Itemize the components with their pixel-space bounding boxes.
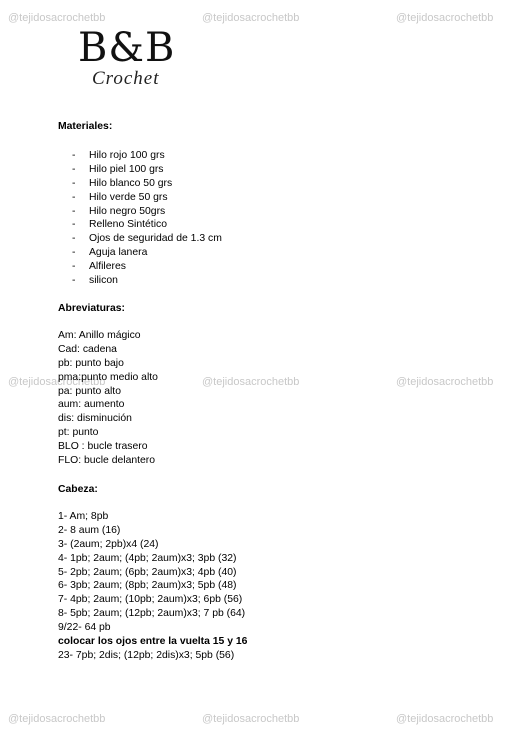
material-item-text: Ojos de seguridad de 1.3 cm xyxy=(89,233,222,245)
pattern-row: 9/22- 64 pb xyxy=(58,622,111,634)
brand-logo: B&B xyxy=(78,25,176,71)
list-item xyxy=(72,191,222,205)
pattern-row: 5- 2pb; 2aum; (6pb; 2aum)x3; 4pb (40) xyxy=(58,566,237,578)
abbreviations-heading: Abreviaturas: xyxy=(58,303,125,314)
abbreviation-item: aum: aumento xyxy=(58,399,125,411)
list-bullet: - xyxy=(72,261,76,273)
abbreviation-item: Am: Anillo mágico xyxy=(58,330,141,341)
watermark: @tejidosacrochetbb xyxy=(202,713,300,725)
list-bullet: - xyxy=(72,177,76,189)
list-bullet: - xyxy=(72,219,76,231)
abbreviation-item: FLO: bucle delantero xyxy=(58,455,156,467)
list-item xyxy=(72,205,222,219)
list-bullet: - xyxy=(72,150,76,161)
list-item xyxy=(72,218,222,232)
materials-heading: Materiales: xyxy=(58,121,113,132)
material-item-text: Hilo blanco 50 grs xyxy=(89,177,173,189)
abbreviation-item: pa: punto alto xyxy=(58,385,121,397)
list-item xyxy=(72,246,222,260)
material-item-text: Hilo piel 100 grs xyxy=(89,163,164,175)
material-item-text: silicon xyxy=(89,275,118,287)
list-item xyxy=(72,163,222,177)
list-item xyxy=(72,177,222,191)
list-bullet: - xyxy=(72,163,76,175)
head-heading: Cabeza: xyxy=(58,484,98,495)
list-bullet: - xyxy=(72,191,76,203)
material-item-text: Relleno Sintético xyxy=(89,219,167,231)
list-item xyxy=(72,260,222,274)
pattern-row: 3- (2aum; 2pb)x4 (24) xyxy=(58,538,159,550)
abbreviation-item: pt: punto xyxy=(58,427,99,439)
pattern-row: 1- Am; 8pb xyxy=(58,511,109,522)
material-item-text: Alfileres xyxy=(89,261,126,273)
watermark: @tejidosacrochetbb xyxy=(8,376,106,388)
watermark: @tejidosacrochetbb xyxy=(396,713,494,725)
pattern-row: 2- 8 aum (16) xyxy=(58,524,121,536)
watermark: @tejidosacrochetbb xyxy=(8,12,106,24)
abbreviation-item: pb: punto bajo xyxy=(58,357,124,369)
list-item xyxy=(72,232,222,246)
list-item xyxy=(72,149,222,163)
materials-list xyxy=(72,149,222,288)
watermark: @tejidosacrochetbb xyxy=(396,376,494,388)
pattern-row: 6- 3pb; 2aum; (8pb; 2aum)x3; 5pb (48) xyxy=(58,580,237,592)
head-rows-list xyxy=(58,510,247,663)
pattern-row: 8- 5pb; 2aum; (12pb; 2aum)x3; 7 pb (64) xyxy=(58,608,246,620)
material-item-text: Hilo verde 50 grs xyxy=(89,191,168,203)
pattern-row: 4- 1pb; 2aum; (4pb; 2aum)x3; 3pb (32) xyxy=(58,552,237,564)
abbreviations-list xyxy=(58,329,158,468)
abbreviation-item: dis: disminución xyxy=(58,413,132,425)
pattern-row: 7- 4pb; 2aum; (10pb; 2aum)x3; 6pb (56) xyxy=(58,594,243,606)
abbreviation-item: pma:punto medio alto xyxy=(58,371,158,383)
watermark: @tejidosacrochetbb xyxy=(8,713,106,725)
watermark: @tejidosacrochetbb xyxy=(396,12,494,24)
abbreviation-item: BLO : bucle trasero xyxy=(58,441,148,453)
list-bullet: - xyxy=(72,205,76,217)
instruction-note: colocar los ojos entre la vuelta 15 y 16 xyxy=(58,636,248,648)
watermark: @tejidosacrochetbb xyxy=(202,12,300,24)
abbreviation-item: Cad: cadena xyxy=(58,343,117,355)
pattern-row: 23- 7pb; 2dis; (12pb; 2dis)x3; 5pb (56) xyxy=(58,649,235,661)
brand-logo-subtitle: Crochet xyxy=(92,68,160,89)
material-item-text: Hilo negro 50grs xyxy=(89,205,166,217)
material-item-text: Aguja lanera xyxy=(89,247,148,259)
material-item-text: Hilo rojo 100 grs xyxy=(89,150,165,161)
watermark: @tejidosacrochetbb xyxy=(202,376,300,388)
list-bullet: - xyxy=(72,233,76,245)
list-bullet: - xyxy=(72,247,76,259)
list-item xyxy=(72,274,222,288)
list-bullet: - xyxy=(72,275,76,287)
